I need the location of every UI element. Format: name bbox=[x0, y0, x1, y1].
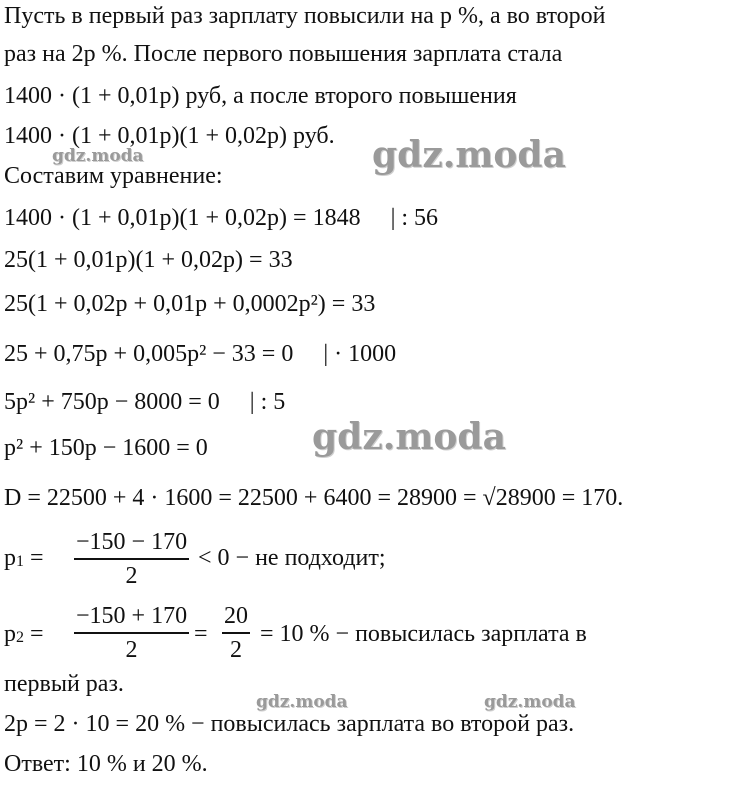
text-line-15 bbox=[4, 672, 124, 696]
watermark: gdz.moda bbox=[52, 146, 144, 166]
p1-tail bbox=[198, 546, 386, 570]
p1-denominator: 2 bbox=[125, 562, 138, 589]
p2-fraction bbox=[74, 604, 189, 662]
answer-line bbox=[4, 752, 208, 776]
text: < 0 − не подходит; bbox=[198, 545, 386, 571]
text: Пусть в первый раз зарплату повысили на p %, а во второй bbox=[4, 3, 606, 29]
equation: 25(1 + 0,02p + 0,01p + 0,0002p²) = 33 bbox=[4, 291, 376, 317]
text: 1400 · (1 + 0,01p)(1 + 0,02p) руб. bbox=[4, 123, 335, 149]
p2-numerator-2: 20 bbox=[224, 603, 248, 629]
p2-denominator-2: 2 bbox=[230, 636, 242, 663]
watermark: gdz.moda bbox=[256, 692, 348, 712]
text-line-4 bbox=[4, 124, 335, 148]
p2-denominator: 2 bbox=[125, 636, 138, 663]
p2-fraction-simplified bbox=[222, 604, 250, 662]
discriminant-line bbox=[4, 486, 623, 510]
text-line-5 bbox=[4, 164, 223, 188]
p2-numerator: −150 + 170 bbox=[76, 603, 188, 629]
text: 1400 · (1 + 0,01p) руб, а после второго повышения bbox=[4, 83, 517, 109]
equation: 1400 · (1 + 0,01p)(1 + 0,02p) = 1848 | : 56 bbox=[4, 205, 439, 231]
equation-line-7 bbox=[4, 248, 293, 272]
equation-line-10 bbox=[4, 390, 285, 414]
text-line-1 bbox=[4, 4, 606, 28]
equation-line-11 bbox=[4, 436, 208, 460]
p1-fraction bbox=[74, 530, 189, 588]
p2-equals: = bbox=[194, 621, 208, 647]
text-line-3 bbox=[4, 84, 517, 108]
text: Составим уравнение: bbox=[4, 163, 223, 189]
text-line-2 bbox=[4, 42, 562, 66]
text: раз на 2p %. После первого повышения зарплата стала bbox=[4, 41, 563, 67]
watermark: gdz.moda bbox=[312, 416, 506, 458]
text: 2p = 2 · 10 = 20 % − повысилась зарплата во второй раз. bbox=[4, 711, 575, 737]
p1-label: $p_1$ = bbox=[4, 545, 44, 571]
equation: 25 + 0,75p + 0,005p² − 33 = 0 | · 1000 bbox=[4, 341, 397, 367]
text: = 10 % − повысилась зарплата в bbox=[260, 621, 587, 647]
watermark: gdz.moda bbox=[484, 692, 576, 712]
equation: D = 22500 + 4 · 1600 = 22500 + 6400 = 28900 = √28900 = 170. bbox=[4, 485, 624, 511]
equation: p² + 150p − 1600 = 0 bbox=[4, 435, 208, 461]
answer: Ответ: 10 % и 20 %. bbox=[4, 751, 208, 777]
text-line-16 bbox=[4, 712, 574, 736]
p2-tail bbox=[260, 622, 587, 646]
watermark: gdz.moda bbox=[372, 134, 566, 176]
equation: 5p² + 750p − 8000 = 0 | : 5 bbox=[4, 389, 286, 415]
text: первый раз. bbox=[4, 671, 124, 697]
equation: 25(1 + 0,01p)(1 + 0,02p) = 33 bbox=[4, 247, 293, 273]
p1-numerator: −150 − 170 bbox=[76, 529, 188, 555]
p2-label: $p_2$ = bbox=[4, 621, 44, 647]
equation-line-9 bbox=[4, 342, 396, 366]
equation-line-6 bbox=[4, 206, 438, 230]
equation-line-8 bbox=[4, 292, 375, 316]
